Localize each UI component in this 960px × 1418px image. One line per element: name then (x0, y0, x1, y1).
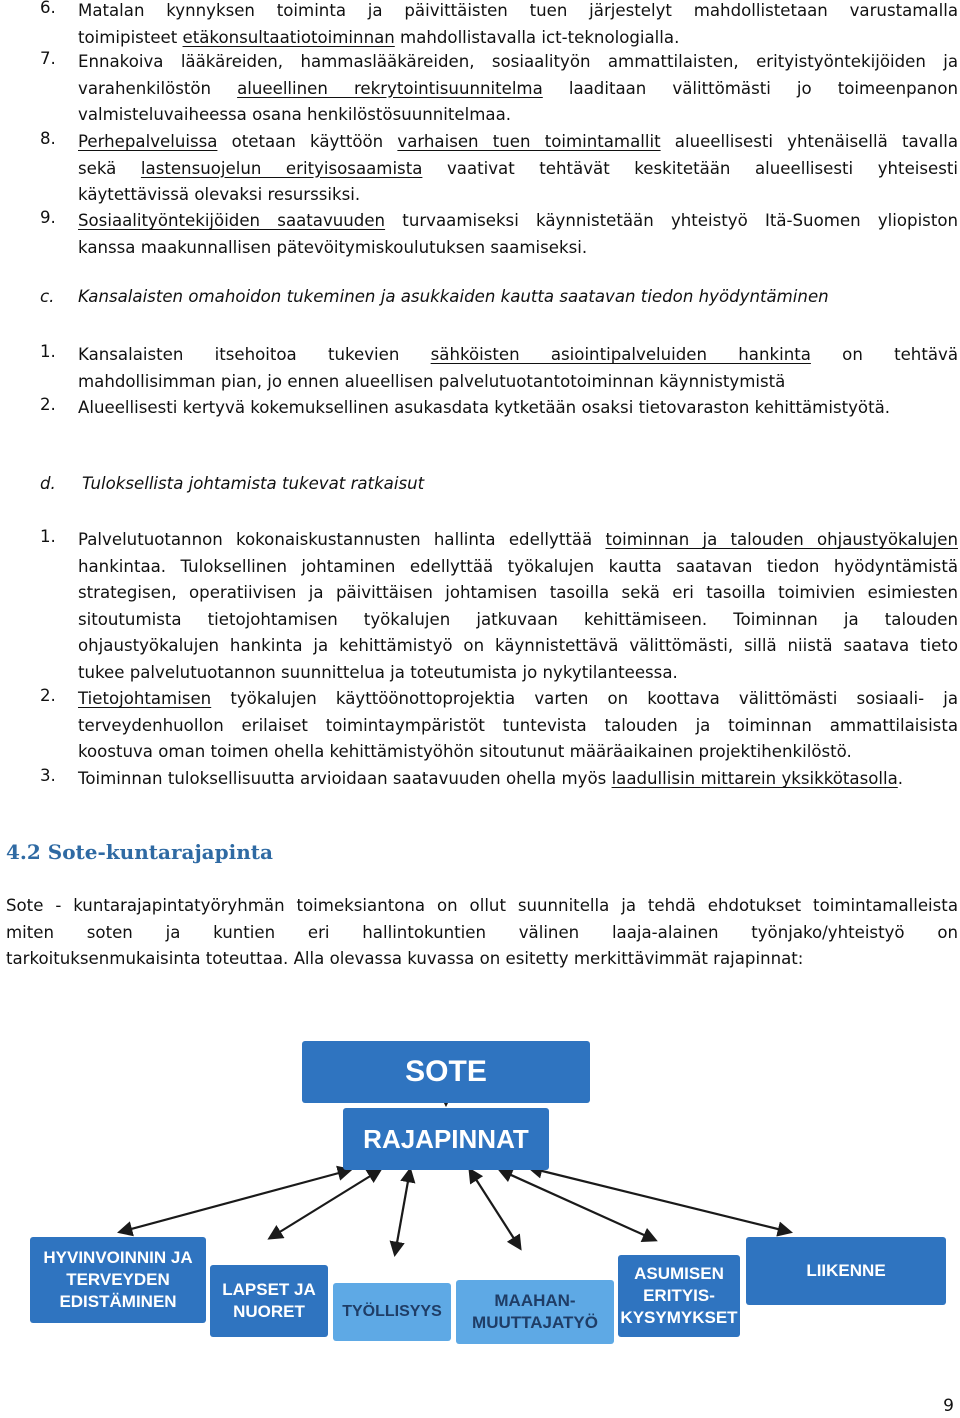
text-line: tarkoituksenmukaisinta toteuttaa. Alla olevassa kuvassa on esitetty merkittävimmät rajapinnat: (6, 949, 804, 968)
item-text (78, 342, 958, 395)
section-number: 4.2 (6, 840, 41, 864)
node-tyollisyys: TYÖLLISYYS (333, 1283, 451, 1341)
item-text (78, 527, 958, 686)
text-line (78, 554, 958, 581)
page-number: 9 (943, 1396, 954, 1416)
rajapinnat-box: RAJAPINNAT (343, 1108, 549, 1170)
text-line (78, 766, 958, 793)
sote-box: SOTE (302, 1041, 590, 1103)
item-text (78, 686, 958, 766)
text-line (78, 235, 958, 262)
item-number: 2. (40, 395, 56, 414)
text-run: varahenkilöstön (78, 78, 238, 98)
text-run: koostuva oman toimen ohella kehittämistyöhön sitoutunut määräaikainen projektihenkilöstö. (78, 742, 852, 761)
text-run: strategisen, operatiivisen ja päivittäisen johtamisen tasoilla sekä eri tasoilla toimivien esimiesten (78, 583, 958, 602)
text-line (78, 527, 958, 554)
text-run: Alueellisesti kertyvä kokemuksellinen asukasdata kytketään osaksi tietovaraston kehittämistyötä. (78, 398, 891, 417)
section-letter: c. (40, 287, 55, 306)
text-run: turvaamiseksi käynnistetään yhteistyö Itä-Suomen yliopiston (385, 211, 959, 230)
connector-arrow (120, 1170, 350, 1232)
node-hyvinvointi: HYVINVOINNIN JA TERVEYDEN EDISTÄMINEN (30, 1237, 206, 1323)
text-run: tukee palvelutuotannon suunnittelua ja toteutumista jo nykytilanteessa. (78, 662, 678, 682)
connector-arrow (395, 1170, 410, 1254)
node-lapset-nuoret: LAPSET JA NUORET (210, 1265, 328, 1337)
text-run: . (897, 769, 904, 788)
text-run: otetaan käyttöön (217, 132, 398, 151)
text-line (78, 156, 958, 183)
item-text (78, 49, 958, 129)
text-line (78, 686, 958, 713)
text-run: sekä (78, 158, 141, 178)
text-line (78, 182, 958, 209)
text-run: laaditaan välittömästi jo toimeenpanon (542, 78, 958, 98)
text-run: alueellisesti yhtenäisellä tavalla (660, 132, 958, 151)
text-line (78, 660, 958, 687)
text-line: Sote - kuntarajapintatyöryhmän toimeksiantona on ollut suunnitella ja tehdä ehdotukset toimintamalleista (6, 896, 958, 915)
underlined-term: alueellinen rekrytointisuunnitelma (237, 78, 543, 98)
text-run: käytettävissä olevaksi resurssiksi. (78, 185, 361, 204)
underlined-term: laadullisin mittarein yksikkötasolla (611, 769, 898, 788)
intro-paragraph (6, 893, 958, 973)
item-number: 2. (40, 686, 56, 705)
item-number: 1. (40, 527, 56, 546)
text-line (78, 713, 958, 740)
section-heading-4-2 (6, 840, 273, 864)
text-run: vaativat tehtävät keskitetään alueellisesti yhteisesti (422, 158, 959, 178)
text-line (78, 580, 958, 607)
text-line (78, 607, 958, 634)
text-run: sitoutumista tietojohtamisen työkalujen jatkuvaan kehittämiseen. Toiminnan ja talouden (78, 609, 958, 629)
text-line (78, 0, 958, 25)
underlined-term: lastensuojelun erityisosaamista (140, 158, 423, 178)
text-line (78, 102, 958, 129)
section-title: Sote-kuntarajapinta (47, 840, 273, 864)
item-number: 6. (40, 0, 56, 17)
text-run: terveydenhuollon erilaiset toimintaympäristöt tuntevista talouden ja toiminnan ammattilaisista (78, 715, 958, 735)
text-run: toimipisteet (78, 27, 183, 47)
text-run: kanssa maakunnallisen pätevöitymiskoulutuksen saamiseksi. (78, 237, 588, 257)
underlined-term: etäkonsultaatiotoiminnan (182, 27, 395, 47)
text-run: työkalujen käyttöönottoprojektia varten on koottava välittömästi sosiaali- ja (211, 689, 958, 708)
text-line (78, 633, 958, 660)
text-line: miten soten ja kuntien eri hallintokuntien välinen laaja-alainen työnjako/yhteistyö on (6, 922, 958, 942)
item-text (78, 766, 958, 793)
item-number: 1. (40, 342, 56, 361)
text-run: valmisteluvaiheessa osana henkilöstösuunnitelmaa. (78, 105, 512, 124)
node-asumisen-erityiskysymykset: ASUMISEN ERITYIS-KYSYMYKSET (618, 1255, 740, 1337)
text-run: ohjaustyökalujen hankinta ja kehittämistyö on käynnistettävä välittömästi, sillä niistä saatava tieto (78, 636, 958, 655)
text-line (78, 208, 958, 235)
connector-arrow (270, 1170, 380, 1238)
text-line (78, 369, 958, 396)
item-text (78, 0, 958, 51)
item-text (78, 395, 958, 422)
underlined-term: Sosiaalityöntekijöiden saatavuuden (78, 211, 386, 230)
text-line (78, 342, 958, 369)
text-run: mahdollisimman pian, jo ennen alueellisen palvelutuotantotoiminnan käynnistymistä (78, 371, 786, 391)
node-liikenne: LIIKENNE (746, 1237, 946, 1305)
text-run: Ennakoiva lääkäreiden, hammaslääkäreiden, sosiaalityön ammattilaisten, erityistyöntekijöiden ja (78, 52, 958, 71)
text-run: Matalan kynnyksen toiminta ja päivittäisten tuen järjestelyt mahdollistetaan varustamalla (78, 1, 958, 20)
text-line (78, 49, 958, 76)
item-text (78, 208, 958, 261)
underlined-term: toiminnan ja talouden ohjaustyökalujen (605, 530, 958, 549)
item-text (78, 129, 958, 209)
item-number: 8. (40, 129, 56, 148)
connector-arrow (470, 1170, 520, 1248)
text-line (78, 739, 958, 766)
text-line (78, 25, 958, 52)
text-run: on tehtävä (810, 345, 958, 364)
diagram-arrows (0, 1080, 960, 1260)
section-title: Kansalaisten omahoidon tukeminen ja asukkaiden kautta saatavan tiedon hyödyntäminen (78, 287, 829, 306)
item-number: 7. (40, 49, 56, 68)
text-run: Palvelutuotannon kokonaiskustannusten hallinta edellyttää (78, 530, 606, 549)
underlined-term: Tietojohtamisen (78, 689, 212, 708)
underlined-term: Perhepalveluissa (78, 132, 218, 151)
underlined-term: varhaisen tuen toimintamallit (397, 132, 661, 151)
text-line (78, 76, 958, 103)
node-maahanmuuttajatyo: MAAHAN-MUUTTAJATYÖ (456, 1280, 614, 1344)
text-line (78, 129, 958, 156)
item-number: 9. (40, 208, 56, 227)
text-run: hankintaa. Tuloksellinen johtaminen edellyttää työkalujen kautta saatavan tiedon hyödyntämistä (78, 556, 958, 576)
text-run: mahdollistavalla ict-teknologialla. (394, 27, 680, 47)
text-line (78, 395, 958, 422)
underlined-term: sähköisten asiointipalveluiden hankinta (430, 345, 811, 364)
section-letter: d. (40, 474, 56, 493)
section-title: Tuloksellista johtamista tukevat ratkaisut (82, 474, 425, 493)
text-run: Kansalaisten itsehoitoa tukevien (78, 345, 431, 364)
text-run: Toiminnan tuloksellisuutta arvioidaan saatavuuden ohella myös (78, 769, 612, 788)
item-number: 3. (40, 766, 56, 785)
